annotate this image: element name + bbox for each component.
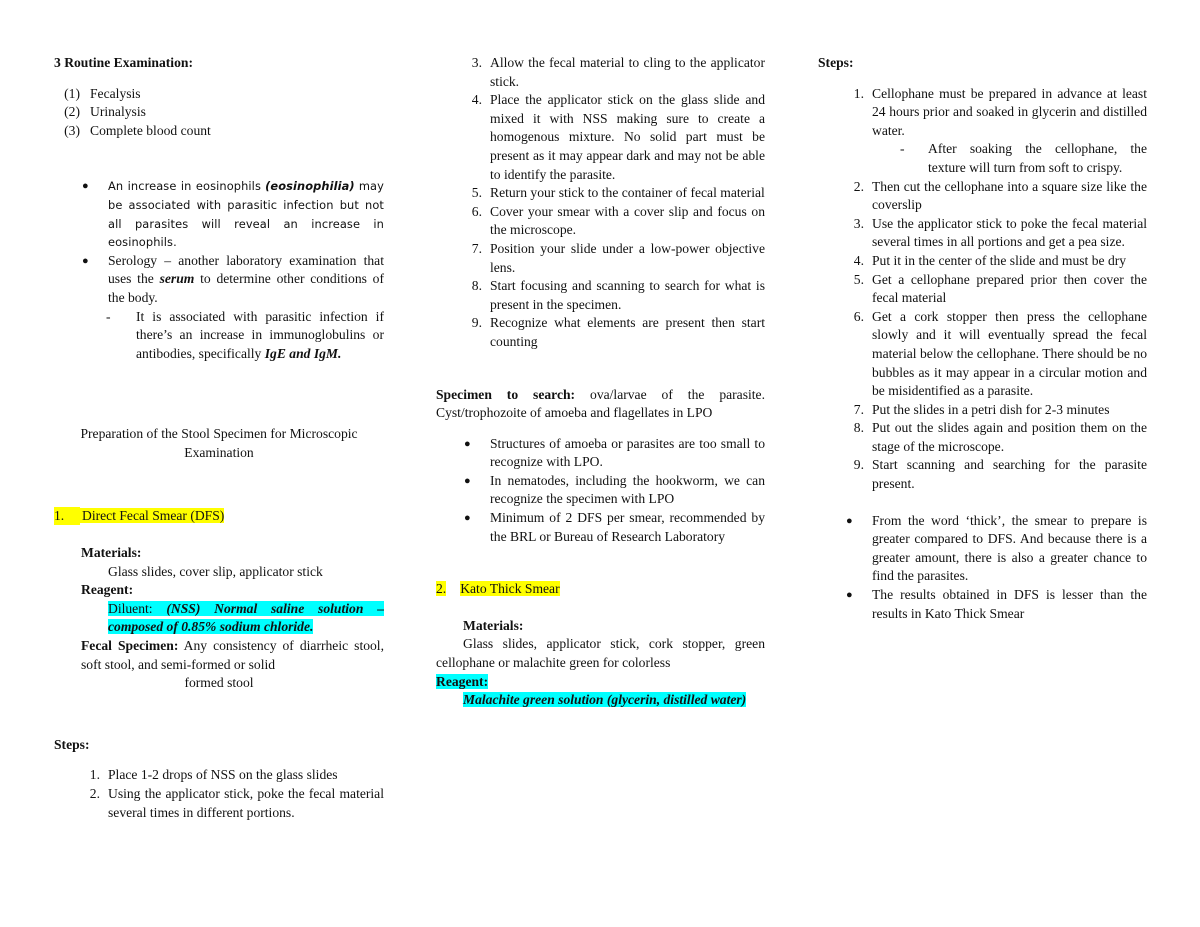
fecal-specimen: Fecal Specimen: Any consistency of diarrheic stool, soft stool, and semi-formed or solid bbox=[81, 638, 384, 672]
list-item: 1. Place 1-2 drops of NSS on the glass slides bbox=[89, 767, 338, 783]
reagent-label: Reagent: bbox=[436, 673, 489, 689]
kato-heading: 2. Kato Thick Smear bbox=[436, 581, 560, 597]
list-item: 9. Recognize what elements are present then start counting bbox=[471, 315, 765, 349]
column-1 bbox=[54, 54, 384, 822]
dfs-steps-list bbox=[54, 766, 384, 822]
eosinophil-note: ● An increase in eosinophils (eosinophilia) may be associated with parasitic infection but not all parasites will reveal an increase in eosinophils. bbox=[82, 179, 384, 250]
dfs-materials-block bbox=[54, 544, 384, 693]
reagent-text: Malachite green solution (glycerin, distilled water) bbox=[463, 692, 747, 708]
list-item: 5. Get a cellophane prepared prior then cover the fecal material bbox=[853, 271, 1147, 306]
fecal-specimen-cont: formed stool bbox=[184, 675, 254, 691]
list-item: (2) Urinalysis bbox=[64, 104, 146, 120]
reagent-label: Reagent: bbox=[81, 582, 134, 598]
list-item: 9. Start scanning and searching for the parasite present. bbox=[853, 457, 1147, 492]
kato-steps-list-cont bbox=[818, 178, 1147, 494]
dash-marker: - bbox=[106, 308, 111, 324]
list-item: (1) Fecalysis bbox=[64, 85, 141, 101]
list-item: ● From the word ‘thick’, the smear to prepare is greater compared to DFS. And because there is a greater amount, there is also a greater chance to find the parasites. bbox=[846, 512, 1147, 584]
step1-subnote: - After soaking the cellophane, the texture will turn from soft to crispy. bbox=[900, 141, 1147, 175]
list-item: 1. Cellophane must be prepared in advance at least 24 hours prior and soaked in glycerin and distilled water. bbox=[853, 85, 1147, 138]
dash-marker: - bbox=[900, 141, 905, 157]
list-item: ● Minimum of 2 DFS per smear, recommended by the BRL or Bureau of Research Laboratory bbox=[464, 510, 765, 544]
notes-list bbox=[54, 177, 384, 307]
kato-steps-list bbox=[818, 85, 1147, 141]
list-item: 6. Cover your smear with a cover slip and focus on the microscope. bbox=[471, 203, 765, 238]
list-item: 3. Allow the fecal material to cling to the applicator stick. bbox=[471, 55, 765, 89]
specimen-notes bbox=[436, 435, 765, 547]
list-item: ● Structures of amoeba or parasites are too small to recognize with LPO. bbox=[464, 435, 765, 470]
list-item: (3) Complete blood count bbox=[64, 122, 211, 138]
list-item: 5. Return your stick to the container of fecal material bbox=[471, 185, 765, 201]
routine-heading: 3 Routine Examination: bbox=[54, 55, 193, 70]
list-item: 4. Put it in the center of the slide and must be dry bbox=[853, 252, 1127, 268]
routine-list bbox=[54, 85, 384, 141]
bullet-icon: ● bbox=[846, 514, 853, 527]
kato-notes bbox=[818, 512, 1147, 624]
list-item: 8. Put out the slides again and position them on the stage of the microscope. bbox=[853, 420, 1147, 454]
list-item: 2. Then cut the cellophane into a square size like the coverslip bbox=[853, 178, 1147, 213]
diluent-text: Diluent: (NSS) Normal saline solution – composed of 0.85% sodium chloride. bbox=[108, 600, 384, 635]
prep-title: Preparation of the Stool Specimen for Microscopic Examination bbox=[80, 426, 358, 460]
column-3 bbox=[818, 54, 1147, 623]
materials-text: Glass slides, cover slip, applicator stick bbox=[108, 563, 323, 579]
list-item: 6. Get a cork stopper then press the cellophane slowly and it will eventually spread the fecal material below the cellophane. There should be no bubbles as it may appear in a circular motion and be misidentified as a parasite. bbox=[853, 308, 1147, 399]
list-item: 3. Use the applicator stick to poke the fecal material several times in all portions and get a pea size. bbox=[853, 215, 1147, 250]
list-item: 4. Place the applicator stick on the glass slide and mixed it with NSS making sure to create a homogenous mixture. No solid part must be present as it may appear dark and may not be able to identify the parasite. bbox=[471, 92, 765, 182]
specimen-to-search: Specimen to search: ova/larvae of the parasite. Cyst/trophozoite of amoeba and flagellates in LPO bbox=[436, 386, 765, 421]
serology-note: ● Serology – another laboratory examination that uses the serum to determine other conditions of the body. bbox=[82, 252, 385, 305]
list-item: 2. Using the applicator stick, poke the fecal material several times in different portions. bbox=[89, 786, 384, 820]
list-item: 7. Position your slide under a low-power objective lens. bbox=[471, 240, 765, 275]
materials-label: Materials: bbox=[81, 545, 142, 561]
steps-label: Steps: bbox=[54, 736, 90, 752]
bullet-icon: ● bbox=[82, 254, 89, 267]
list-item: ● The results obtained in DFS is lesser than the results in Kato Thick Smear bbox=[846, 587, 1147, 621]
list-item: 7. Put the slides in a petri dish for 2-3 minutes bbox=[853, 401, 1110, 417]
bullet-icon: ● bbox=[464, 437, 471, 450]
kato-steps-label: Steps: bbox=[818, 55, 854, 70]
list-item: 8. Start focusing and scanning to search for what is present in the specimen. bbox=[471, 278, 765, 312]
bullet-icon: ● bbox=[464, 474, 471, 487]
serology-subnote: - It is associated with parasitic infection if there’s an increase in immunoglobulins or antibodies, specifically IgE and IgM. bbox=[106, 308, 384, 361]
dfs-steps-cont bbox=[436, 54, 765, 352]
list-item: ● In nematodes, including the hookworm, we can recognize the specimen with LPO bbox=[464, 472, 765, 507]
bullet-icon: ● bbox=[846, 589, 853, 602]
materials-text: Glass slides, applicator stick, cork stopper, green cellophane or malachite green for colorless bbox=[436, 636, 765, 671]
bullet-icon: ● bbox=[82, 180, 89, 193]
column-2 bbox=[436, 54, 765, 710]
materials-label: Materials: bbox=[463, 617, 524, 633]
dfs-heading: 1. Direct Fecal Smear (DFS) bbox=[54, 507, 384, 526]
kato-materials-block bbox=[436, 617, 765, 710]
bullet-icon: ● bbox=[464, 512, 471, 525]
